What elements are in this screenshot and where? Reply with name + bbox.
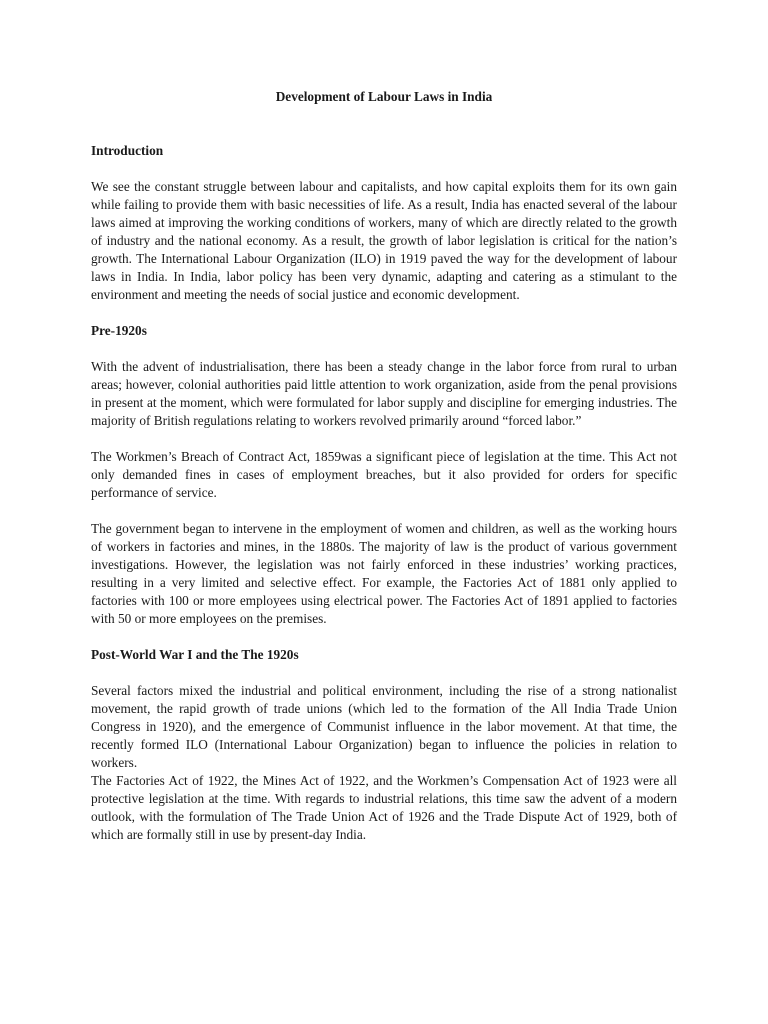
paragraph: The government began to intervene in the employment of women and children, as well as the working hours of workers in factories and mines, in the 1880s. The majority of law is the product of various government investigations. However, the legislation was not fairly enforced in these industries’ working practices, resulting in a very limited and selective effect. For example, the Factories Act of 1881 only applied to factories with 100 or more employees using electrical power. The Factories Act of 1891 applied to factories with 50 or more employees on the premises. (91, 521, 677, 626)
paragraph: We see the constant struggle between labour and capitalists, and how capital exploits them for its own gain while failing to provide them with basic necessities of life. As a result, India has enacted several of the labour laws aimed at improving the working conditions of workers, many of which are directly related to the growth of industry and the national economy. As a result, the growth of labor legislation is critical for the nation’s growth. The International Labour Organization (ILO) in 1919 paved the way for the development of labour laws in India. In India, labor policy has been very dynamic, adapting and catering as a stimulant to the environment and meeting the needs of social justice and economic development. (91, 179, 677, 302)
paragraph: Several factors mixed the industrial and political environment, including the rise of a strong nationalist movement, the rapid growth of trade unions (which led to the formation of the All India Trade Union Congress in 1920), and the emergence of Communist influence in the labor movement. At that time, the recently formed ILO (International Labour Organization) began to influence the policies in relation to workers. (91, 683, 677, 770)
document-page (91, 88, 677, 862)
section-pre-1920s (91, 322, 677, 628)
paragraph: With the advent of industrialisation, there has been a steady change in the labor force from rural to urban areas; however, colonial authorities paid little attention to work organization, aside from the penal provisions in present at the moment, which were formulated for labor supply and discipline for emerging industries. The majority of British regulations relating to workers revolved primarily around “forced labor.” (91, 359, 677, 428)
section-heading: Pre-1920s (91, 323, 147, 338)
section-heading: Introduction (91, 143, 164, 158)
section-heading: Post-World War I and the The 1920s (91, 647, 299, 662)
section-post-world-war-i (91, 646, 677, 844)
paragraph: The Workmen’s Breach of Contract Act, 1859was a significant piece of legislation at the time. This Act not only demanded fines in cases of employment breaches, but it also provided for orders for specific performance of service. (91, 449, 677, 500)
section-introduction (91, 142, 677, 304)
document-title: Development of Labour Laws in India (275, 89, 493, 104)
paragraph: The Factories Act of 1922, the Mines Act of 1922, and the Workmen’s Compensation Act of 1923 were all protective legislation at the time. With regards to industrial relations, this time saw the advent of a modern outlook, with the formulation of The Trade Union Act of 1926 and the Trade Dispute Act of 1929, both of which are formally still in use by present-day India. (91, 773, 677, 842)
